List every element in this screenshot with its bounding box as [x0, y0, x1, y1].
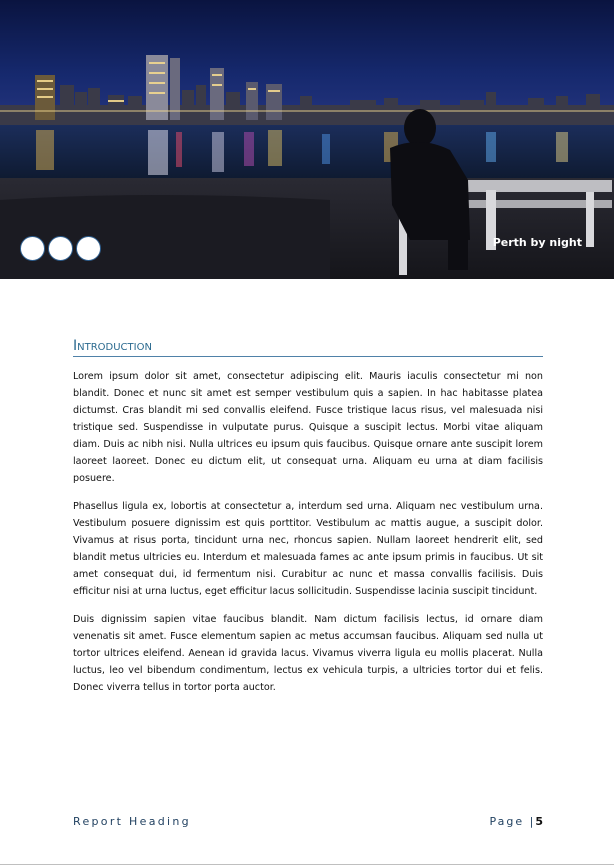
page-indicator — [489, 815, 543, 828]
slide-dot[interactable] — [76, 236, 101, 261]
page-number: 5 — [535, 815, 543, 828]
body-paragraph: Phasellus ligula ex, lobortis at consectetur a, interdum sed urna. Aliquam nec vestibulum urna. Vestibulum posuere dignissim est quis porttitor. Vestibulum ac mattis augue, a suscipit dolor. Vivamus at risus porta, tincidunt urna nec, rhoncus sapien. Nullam laoreet hendrerit elit, sed blandit metus ultricies eu. Interdum et malesuada fames ac ante ipsum primis in faucibus. Ut sit amet consequat dui, id fermentum nisi. Curabitur ac nunc et massa convallis facilisis. Duis efficitur nisi at urna luctus, eget efficitur lacus sollicitudin. Suspendisse lacinia suscipit tincidunt. — [73, 501, 543, 597]
body-paragraph: Lorem ipsum dolor sit amet, consectetur adipiscing elit. Mauris iaculis consectetur mi non blandit. Donec et nunc sit amet est semper vestibulum quis a sapien. In hac habitasse platea dictumst. Cras blandit mi sed convallis eleifend. Fusce tristique lacus risus, vel malesuada nisi tristique sed. Suspendisse in vulputate purus. Quisque a suscipit lectus. Morbi vitae aliquam diam. Duis ac nibh nisi. Nulla ultrices eu ipsum quis faucibus. Quisque ornare ante suscipit lorem laoreet laoreet. Donec eu dictum elit, ut consequat urna. Aliquam eu urna at diam facilisis posuere. — [73, 371, 543, 484]
section-heading: Introduction — [73, 338, 543, 357]
page-label: Page — [489, 815, 525, 828]
report-heading: Report Heading — [73, 815, 191, 828]
page-separator: | — [529, 815, 536, 828]
slide-indicator — [20, 236, 101, 261]
section-introduction — [73, 338, 543, 696]
slide-dot[interactable] — [20, 236, 45, 261]
page-bottom-divider — [0, 864, 614, 865]
hero-image — [0, 0, 614, 279]
page-footer — [73, 815, 543, 828]
image-caption: Perth by night — [492, 236, 582, 249]
body-paragraph: Duis dignissim sapien vitae faucibus blandit. Nam dictum facilisis lectus, id ornare diam venenatis sit amet. Fusce elementum sapien ac metus accumsan faucibus. Aliquam sed nulla ut tortor ultrices eleifend. Aenean id gravida lacus. Vivamus viverra ligula eu mollis placerat. Nulla luctus, leo vel bibendum condimentum, lectus ex vehicula turpis, a ultricies tortor dui et felis. Donec viverra tellus in tortor porta auctor. — [73, 614, 543, 693]
slide-dot[interactable] — [48, 236, 73, 261]
